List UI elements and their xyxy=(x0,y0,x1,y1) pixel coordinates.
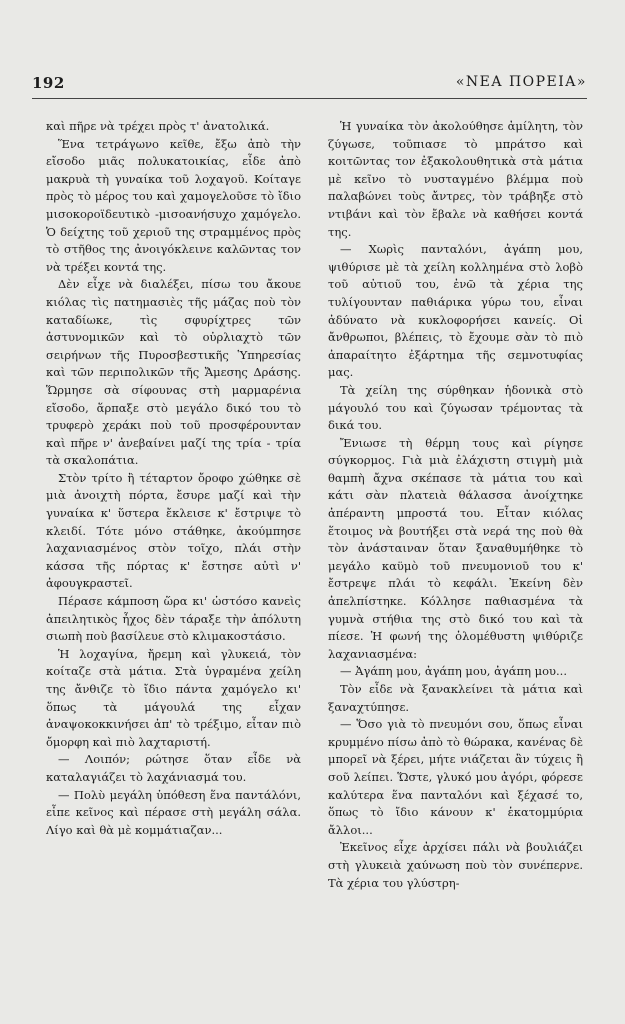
running-title: «ΝΕΑ ΠΟΡΕΙΑ» xyxy=(455,74,587,90)
paragraph: Ἕνα τετράγωνο κεῖθε, ἔξω ἀπὸ τὴν εἴσοδο μιᾶς πολυκατοικίας, εἶδε ἀπὸ μακρυὰ τὴ γυναίκα τοῦ λοχαγοῦ. Κοίταγε πρὸς τὸ μέρος του καὶ χαμογελοῦσε τὸ ἴδιο μισοκοροϊδευτικὸ -μισοανήσυχο χαμόγελο. Ὁ δείχτης τοῦ χεριοῦ της στραμμένος πρὸς τὸ στῆθος της ἀνοιγόκλεινε καλῶντας τον νὰ τρέξει κοντά της. xyxy=(46,136,301,274)
paragraph: — Λοιπόν; ρώτησε ὅταν εἶδε νὰ καταλαγιάζει τὸ λαχάνιασμά του. xyxy=(46,752,301,784)
left-text-column xyxy=(46,118,301,839)
paragraph: — Χωρὶς πανταλόνι, ἀγάπη μου, ψιθύρισε μὲ τὰ χείλη κολλημένα στὸ λοβὸ τοῦ αὐτιοῦ του, ἐνῶ τὰ χέρια της τυλίγουνταν παθιάρικα γύρω του, εἶναι ἀδύνατο νὰ κυκλοφορήσει κανείς. Οἱ ἄνθρωποι, βλέπεις, τὸ ἔχουμε σὰν τὸ πιὸ ἀπαραίτητο ἐξάρτημα τῆς σεμνοτυφίας μας. xyxy=(328,242,583,380)
paragraph: Πέρασε κάμποση ὥρα κι' ὡστόσο κανεὶς ἀπειλητικὸς ἦχος δὲν τάραξε τὴν ἀπόλυτη σιωπὴ ποὺ βασίλευε στὸ κλιμακοστάσιο. xyxy=(46,594,301,644)
paragraph: Δὲν εἶχε νὰ διαλέξει, πίσω του ἄκουε κιόλας τὶς πατημασιὲς τῆς μάζας ποὺ τὸν καταδίωκε, τὶς σφυρίχτρες τῶν ἀστυνομικῶν καὶ τὸ οὐρλιαχτὸ τῶν σειρήνων τῆς Πυροσβεστικῆς Ὑπηρεσίας καὶ τῶν περιπολικῶν τῆς Ἄμεσης Δράσης. Ὥρμησε σὰ σίφουνας στὴ μαρμαρένια εἴσοδο, ἅρπαξε στὸ μεγάλο δικό του τὸ τρυφερὸ χεράκι ποὺ τοῦ προσφέρουνταν καὶ πῆρε ν' ἀνεβαίνει μαζί της τρία - τρία τὰ σκαλοπάτια. xyxy=(46,277,301,468)
paragraph: Ἡ γυναίκα τὸν ἀκολούθησε ἀμίλητη, τὸν ζύγωσε, τοῦπιασε τὸ μπράτσο καὶ κοιτῶντας τον ἐξακολουθητικὰ στὰ μάτια μὲ κεῖνο τὸ νυσταγμένο βλέμμα ποὺ παλαβώνει τοὺς ἄντρες, τὸν τράβηξε στὸ ντιβάνι καὶ τὸν ἔβαλε νὰ καθήσει κοντά της. xyxy=(328,119,583,239)
paragraph: — Πολὺ μεγάλη ὑπόθεση ἕνα παντάλόνι, εἶπε κεῖνος καὶ πέρασε στὴ μεγάλη σάλα. Λίγο καὶ θὰ μὲ κομμάτιαζαν... xyxy=(46,787,301,837)
paragraph: Τὰ χείλη της σύρθηκαν ἡδονικὰ στὸ μάγουλό του καὶ ζύγωσαν τρέμοντας τὰ δικά του. xyxy=(328,382,583,433)
paragraph: Τὸν εἶδε νὰ ξανακλείνει τὰ μάτια καὶ ξαναχτύπησε. xyxy=(328,682,583,714)
paragraph: Στὸν τρίτο ἢ τέταρτον ὄροφο χώθηκε σὲ μιὰ ἀνοιχτὴ πόρτα, ἔσυρε μαζί καὶ τὴν γυναίκα κ' ὕστερα ἔκλεισε κ' ἔστριψε τὸ κλειδί. Τότε μόνο στάθηκε, ἀκούμπησε λαχανιασμένος στὸν τοῖχο, πλάι στὴν κάσσα τῆς πόρτας κ' ἔστησε αὐτὶ ν' ἀφουγκραστεῖ. xyxy=(46,470,301,591)
paragraph: — Ὅσο γιὰ τὸ πνευμόνι σου, ὅπως εἶναι κρυμμένο πίσω ἀπὸ τὸ θώρακα, κανένας δὲ μπορεῖ νὰ ξέρει, μήτε νιάζεται ἂν τύχεις ἢ σοῦ λείπει. Ὥστε, γλυκό μου ἀγόρι, φόρεσε καλύτερα ἕνα πανταλόνι καὶ ξέχασέ το, ὅπως τὸ ἴδιο κάνουν κ' ἑκατομμύρια ἄλλοι... xyxy=(328,717,583,837)
paragraph: — Ἀγάπη μου, ἀγάπη μου, ἀγάπη μου... xyxy=(340,664,567,679)
paragraph: Ἡ λοχαγίνα, ἤρεμη καὶ γλυκειά, τὸν κοίταζε στὰ μάτια. Στὰ ὑγραμένα χείλη της ἄνθιζε τὸ ἴδιο πάντα χαμόγελο κι' ὅπως τὰ μάγουλά της εἶχαν ἀναψοκοκκινήσει ἀπ' τὸ τρέξιμο, εἶταν πιὸ ὄμορφη καὶ πιὸ λαχταριστή. xyxy=(46,646,301,749)
page-header xyxy=(32,70,587,99)
page-number: 192 xyxy=(32,74,65,92)
right-text-column xyxy=(328,118,583,892)
paragraph: καὶ πῆρε νὰ τρέχει πρὸς τ' ἀνατολικά. xyxy=(46,119,270,133)
paragraph: Ἐκεῖνος εἶχε ἀρχίσει πάλι νὰ βουλιάζει στὴ γλυκειὰ χαύνωση ποὺ τὸν συνέπερνε. Τὰ χέρια του γλύστρη- xyxy=(328,840,583,890)
paragraph: Ἔνιωσε τὴ θέρμη τους καὶ ρίγησε σύγκορμος. Γιὰ μιὰ ἐλάχιστη στιγμὴ μιὰ θαμπὴ ἄχνα σκέπασε τὰ μάτια του καὶ κάτι σὰν πλατειὰ θάλασσα ἀνοίχτηκε ἀπέραντη μπροστά του. Εἶταν κιόλας ἕτοιμος νὰ βουτήξει στὰ νερά της ποὺ θὰ τὸν ἀνάσταιναν ὅταν ξαναθυμήθηκε τὸ μεγάλο καϋμὸ τοῦ πνευμονιοῦ του κ' ἔστρεψε πλάι τὸ κεφάλι. Ἐκείνη δὲν ἀπελπίστηκε. Κόλλησε παθιασμένα τὰ γυμνὰ στήθια της στὸ δικό του καὶ τὰ πίεσε. Ἡ φωνή της ὁλομέθυστη ψιθύριζε λαχανιασμένα: xyxy=(328,435,583,661)
